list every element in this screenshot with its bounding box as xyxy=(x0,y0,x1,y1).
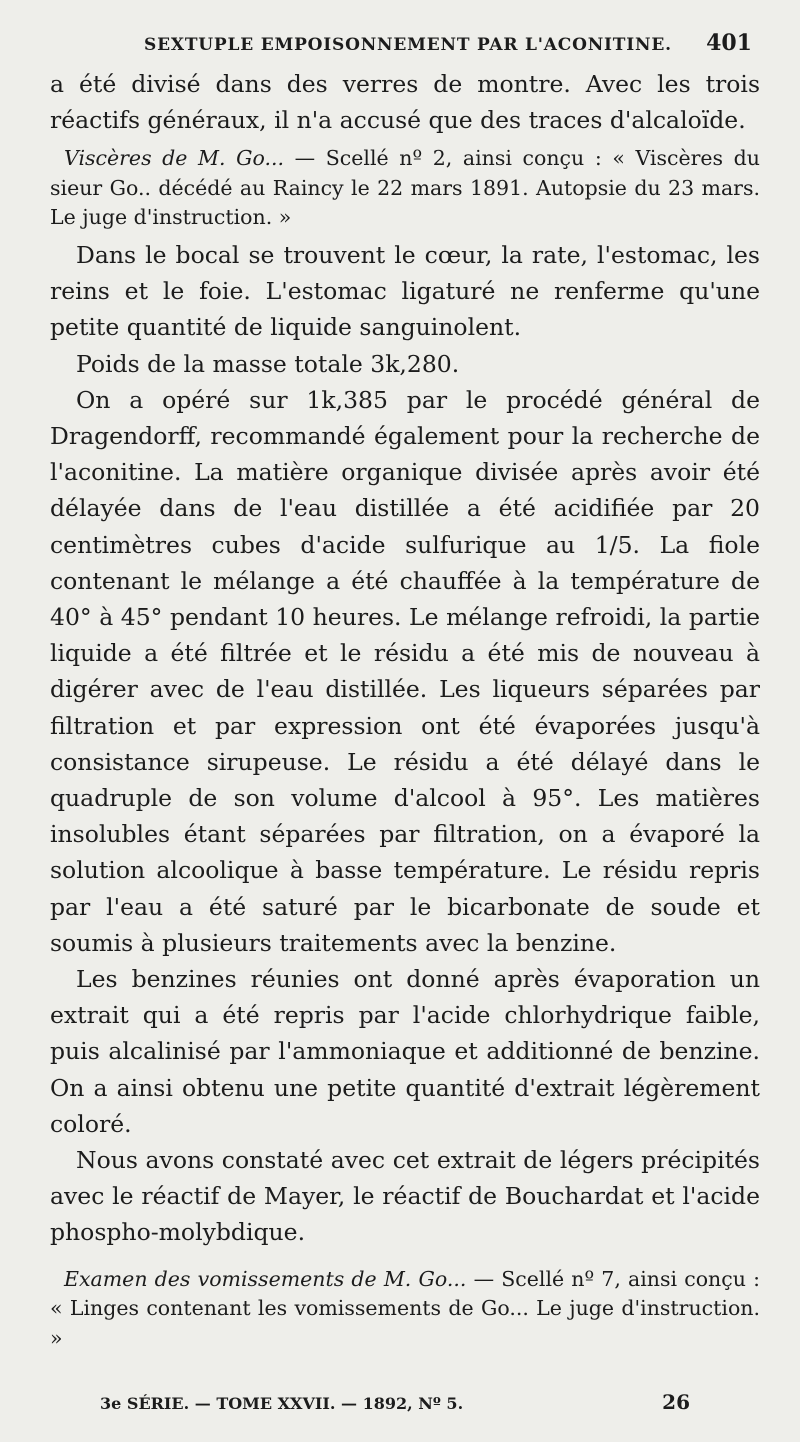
seal-description-vomit: — Scellé nº 7, ainsi conçu : « Linges contenant les vomissements de Go... Le juge d'instruction. » xyxy=(50,1266,761,1350)
paragraph-precipitates: Nous avons constaté avec cet extrait de légers précipités avec le réactif de Mayer, le réactif de Bouchardat et l'acide phospho-molybdique. xyxy=(50,1145,760,1247)
paragraph-vomit-exam xyxy=(50,1265,760,1354)
section-heading-viscera: Viscères de M. Go... xyxy=(64,146,285,171)
seal-description: — Scellé nº 2, ainsi conçu : « Viscères du sieur Go.. décédé au Raincy le 22 mars 1891. Autopsie du 23 mars. Le juge d'instruction. » xyxy=(50,146,760,230)
running-header xyxy=(50,30,760,66)
page-body xyxy=(50,66,760,1353)
footer-series: 3e SÉRIE. — TOME XXVII. — 1892, Nº 5. xyxy=(100,1394,464,1413)
running-title: SEXTUPLE EMPOISONNEMENT PAR L'ACONITINE. xyxy=(144,35,672,55)
paragraph-continuation: a été divisé dans des verres de montre. Avec les trois réactifs généraux, il n'a accusé que des traces d'alcaloïde. xyxy=(50,70,760,135)
paragraph-jar-contents: Dans le bocal se trouvent le cœur, la rate, l'estomac, les reins et le foie. L'estomac ligaturé ne renferme qu'une petite quantité de liquide sanguinolent. xyxy=(50,240,760,342)
paragraph-viscera-seal xyxy=(50,144,760,233)
page-footer xyxy=(100,1390,690,1414)
section-heading-vomit: Examen des vomissements de M. Go... xyxy=(64,1266,467,1291)
paragraph-procedure: On a opéré sur 1k,385 par le procédé général de Dragendorff, recommandé également pour la recherche de l'aconitine. La matière organique divisée après avoir été délayée dans de l'eau distillée a été acidifiée par 20 centimètres cubes d'acide sulfurique au 1/5. La fiole contenant le mélange a été chauffée à la température de 40° à 45° pendant 10 heures. Le mélange refroidi, la partie liquide a été filtrée et le résidu a été mis de nouveau à digérer avec de l'eau distillée. Les liqueurs séparées par filtration et par expression ont été évaporées jusqu'à consistance sirupeuse. Le résidu a été délayé dans le quadruple de son volume d'alcool à 95°. Les matières insolubles étant séparées par filtration, on a évaporé la solution alcoolique à basse température. Le résidu repris par l'eau a été saturé par le bicarbonate de soude et soumis à plusieurs traitements avec la benzine. xyxy=(50,385,760,957)
paragraph-total-weight: Poids de la masse totale 3k,280. xyxy=(76,349,460,378)
footer-signature: 26 xyxy=(662,1390,690,1414)
page-number: 401 xyxy=(706,30,752,56)
paragraph-benzine-extract: Les benzines réunies ont donné après évaporation un extrait qui a été repris par l'acide chlorhydrique faible, puis alcalinisé par l'ammoniaque et additionné de benzine. On a ainsi obtenu une petite quantité d'extrait légèrement coloré. xyxy=(50,964,760,1138)
